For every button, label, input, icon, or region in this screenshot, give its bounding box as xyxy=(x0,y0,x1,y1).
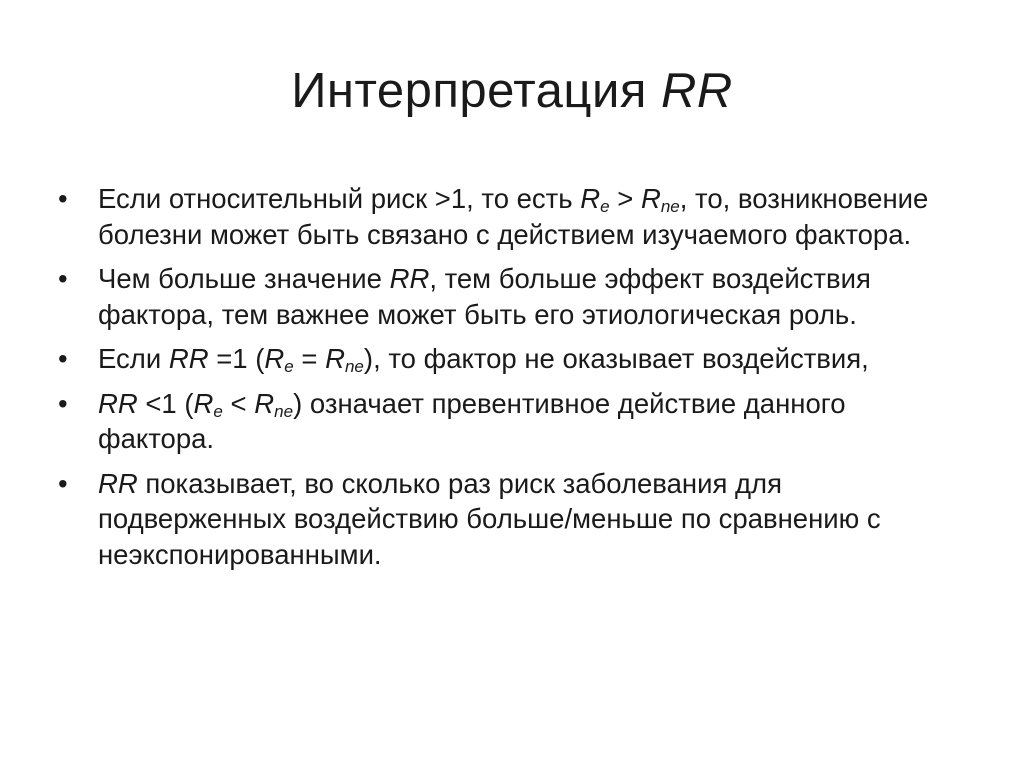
bullet-text xyxy=(98,263,871,330)
text-run: RR xyxy=(98,467,138,499)
bullet-item xyxy=(58,466,958,573)
bullet-text xyxy=(98,343,869,374)
bullet-item xyxy=(58,341,958,377)
slide-title xyxy=(0,62,1024,121)
bullet-text xyxy=(98,388,846,455)
text-run: Чем больше значение xyxy=(98,263,390,294)
text-run: RR xyxy=(168,343,209,374)
text-run: RR xyxy=(389,263,430,294)
subscript: ne xyxy=(274,401,294,421)
text-run: R xyxy=(325,343,345,374)
bullet-text xyxy=(98,183,928,250)
bullet-dot-icon: • xyxy=(58,467,68,499)
text-run: , тем больше эффект воздействия фактора, тем важнее может быть его этиологическая роль. xyxy=(98,263,871,330)
text-run: Если xyxy=(98,343,169,374)
bullet-item xyxy=(58,386,958,457)
slide-title-italic: RR xyxy=(661,64,733,118)
text-run: Если относительный риск >1, то есть xyxy=(98,183,581,214)
text-run: RR xyxy=(98,387,138,419)
bullet-dot-icon: • xyxy=(58,343,68,374)
text-run: показывает, во сколько раз риск заболевания для подверженных воздействию больше/меньше по сравнению с неэкспонированными. xyxy=(98,467,881,570)
text-run: R xyxy=(580,183,601,214)
bullet-item xyxy=(58,181,958,252)
slide-title-main: Интерпретация xyxy=(291,64,662,118)
text-run: ) означает превентивное действие данного фактора. xyxy=(98,387,846,454)
subscript: e xyxy=(284,356,294,376)
text-run: <1 ( xyxy=(137,387,194,419)
text-run: > xyxy=(609,183,641,214)
bullet-list xyxy=(58,181,958,581)
bullet-item xyxy=(58,261,958,332)
bullet-dot-icon: • xyxy=(58,183,68,214)
text-run: =1 ( xyxy=(208,343,265,374)
text-run: R xyxy=(254,387,275,419)
text-run: < xyxy=(222,387,255,419)
text-run: R xyxy=(193,387,214,419)
text-run: ), то фактор не оказывает воздействия, xyxy=(363,343,869,374)
subscript: e xyxy=(213,401,223,421)
bullet-dot-icon: • xyxy=(58,387,68,419)
text-run: , то, возникновение болезни может быть связано с действием изучаемого фактора. xyxy=(98,183,929,250)
bullet-dot-icon: • xyxy=(58,263,68,294)
text-run: = xyxy=(293,343,326,374)
subscript: ne xyxy=(660,196,680,216)
bullet-text xyxy=(98,468,881,570)
text-run: R xyxy=(640,183,661,214)
subscript: e xyxy=(600,196,610,216)
subscript: ne xyxy=(344,356,364,376)
text-run: R xyxy=(264,343,285,374)
